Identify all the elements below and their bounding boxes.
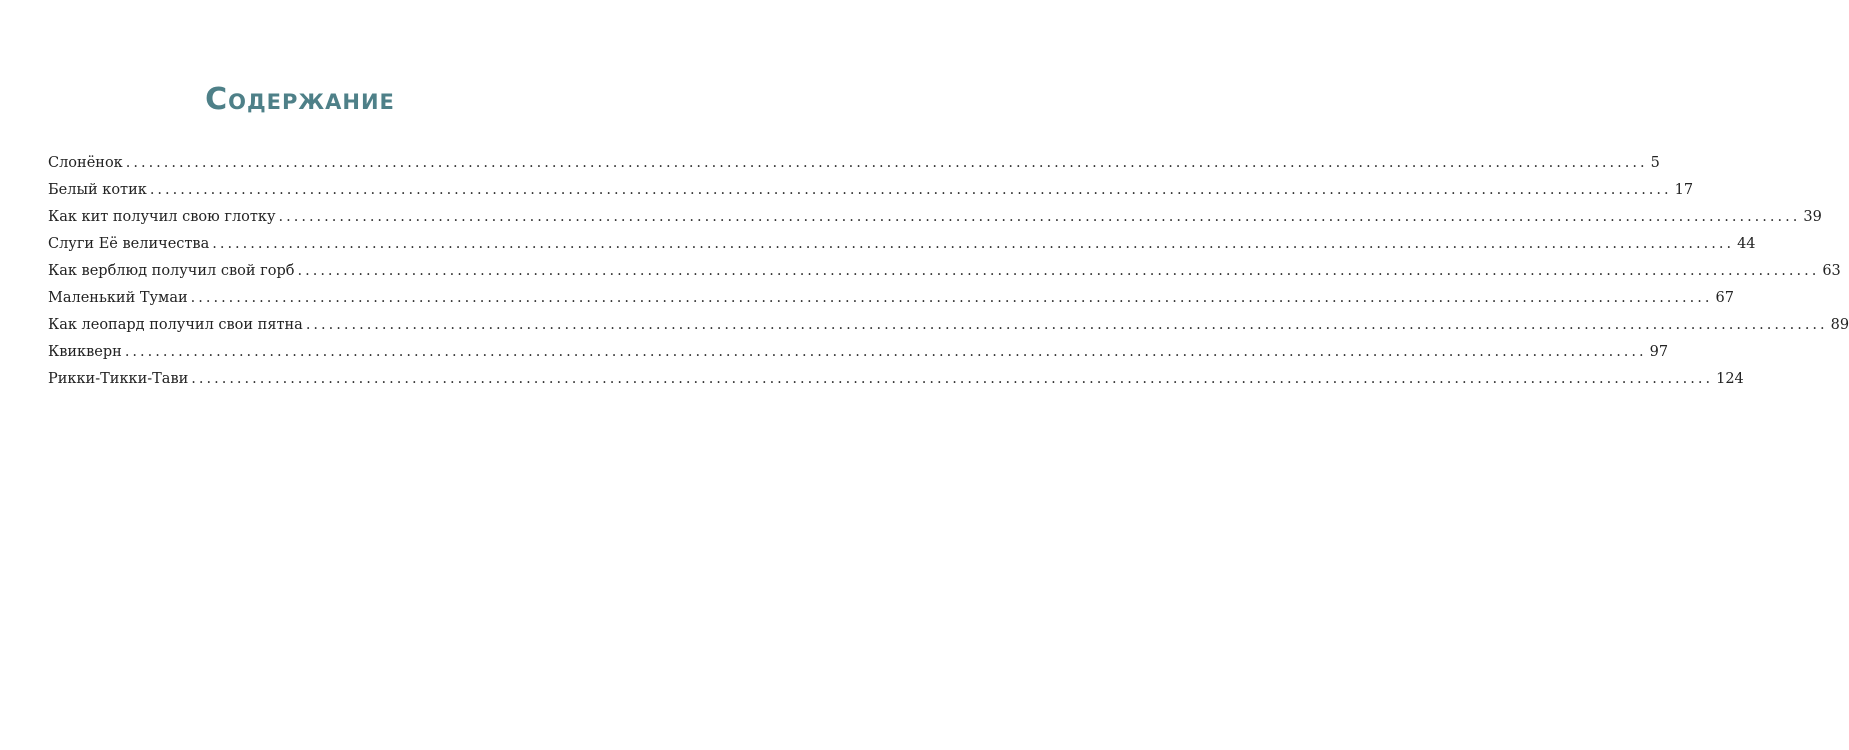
toc-entry-page: 5 xyxy=(1650,155,1660,171)
toc-entry-title: Рикки-Тикки-Тави xyxy=(48,371,189,387)
toc-entry-page: 17 xyxy=(1674,182,1694,198)
toc-entry xyxy=(48,339,1669,366)
dot-leader: ........................................................................................................................................................................................................ xyxy=(297,263,1820,279)
toc-entry xyxy=(48,312,1849,339)
dot-leader: ........................................................................................................................................................................................................ xyxy=(278,209,1801,225)
dot-leader: ........................................................................................................................................................................................................ xyxy=(190,290,1713,306)
dot-leader: ........................................................................................................................................................................................................ xyxy=(124,344,1647,360)
dot-leader: ........................................................................................................................................................................................................ xyxy=(212,236,1735,252)
dot-leader: ........................................................................................................................................................................................................ xyxy=(305,317,1828,333)
dot-leader: ........................................................................................................................................................................................................ xyxy=(125,155,1648,171)
toc-entry-title: Маленький Тумаи xyxy=(48,290,188,306)
toc-entry-page: 89 xyxy=(1830,317,1849,333)
toc-entry xyxy=(48,366,1744,393)
toc-entry xyxy=(48,204,1822,231)
toc-entry-title: Как кит получил свою глотку xyxy=(48,209,276,225)
toc-entry-title: Как верблюд получил свой горб xyxy=(48,263,295,279)
toc-entry xyxy=(48,258,1841,285)
toc-entry-title: Белый котик xyxy=(48,182,147,198)
toc-entry-page: 44 xyxy=(1737,236,1756,252)
toc-entry xyxy=(48,177,1694,204)
toc-entry xyxy=(48,285,1734,312)
toc-entry-page: 39 xyxy=(1803,209,1822,225)
toc-entry-page: 97 xyxy=(1649,344,1669,360)
toc-entry xyxy=(48,150,1660,177)
toc-entry-title: Как леопард получил свои пятна xyxy=(48,317,303,333)
table-of-contents xyxy=(48,150,1849,393)
toc-entry xyxy=(48,231,1756,258)
toc-entry-page: 124 xyxy=(1716,371,1744,387)
toc-entry-title: Слонёнок xyxy=(48,155,123,171)
toc-entry-page: 63 xyxy=(1822,263,1841,279)
toc-entry-title: Квикверн xyxy=(48,344,122,360)
page-title: Содержание xyxy=(205,82,395,117)
dot-leader: ........................................................................................................................................................................................................ xyxy=(191,371,1714,387)
toc-entry-page: 67 xyxy=(1715,290,1734,306)
dot-leader: ........................................................................................................................................................................................................ xyxy=(149,182,1672,198)
toc-entry-title: Слуги Её величества xyxy=(48,236,210,252)
